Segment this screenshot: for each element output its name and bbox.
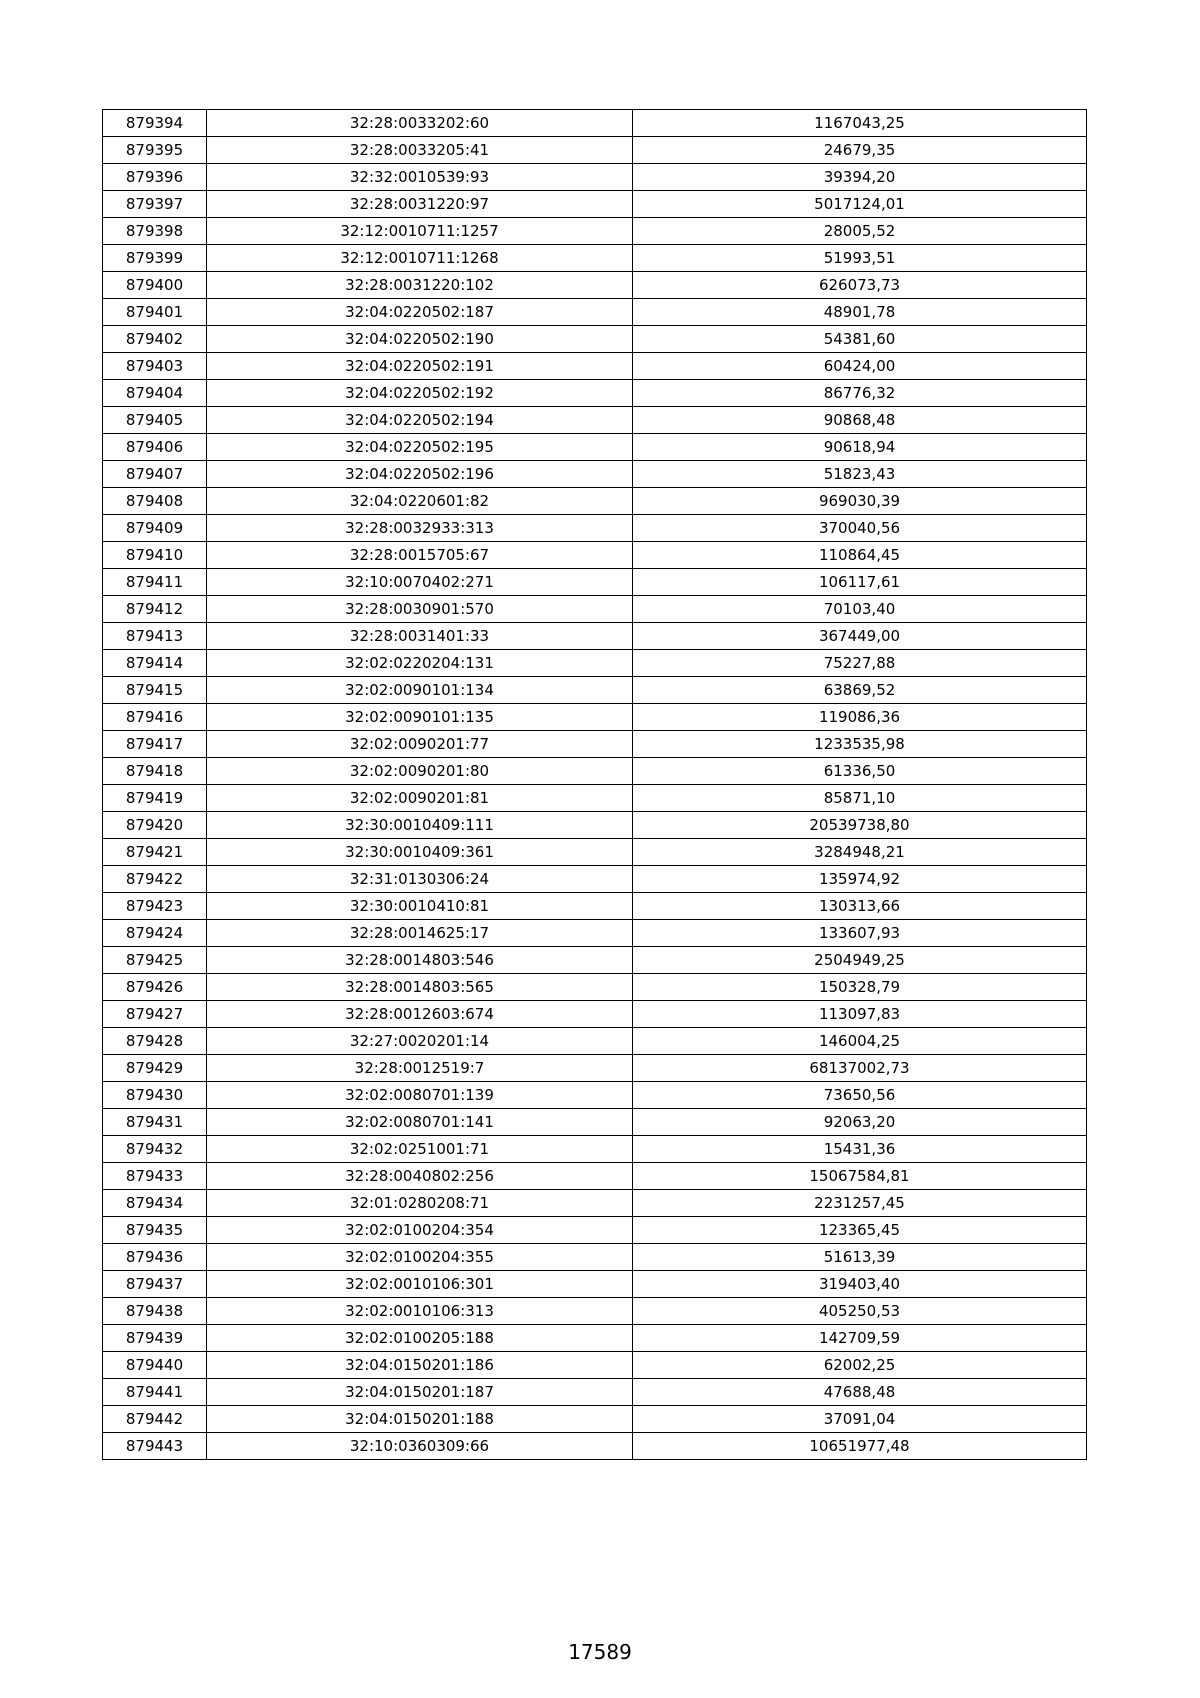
cadastral-number-cell: 32:28:0012519:7 bbox=[207, 1055, 633, 1082]
table-row bbox=[103, 542, 1087, 569]
table-row bbox=[103, 1028, 1087, 1055]
row-number-cell: 879397 bbox=[103, 191, 207, 218]
table-row bbox=[103, 596, 1087, 623]
table-row bbox=[103, 839, 1087, 866]
row-number-cell: 879417 bbox=[103, 731, 207, 758]
row-number-cell: 879436 bbox=[103, 1244, 207, 1271]
cadastral-number-cell: 32:04:0150201:186 bbox=[207, 1352, 633, 1379]
table-row bbox=[103, 164, 1087, 191]
row-number-cell: 879423 bbox=[103, 893, 207, 920]
row-number-cell: 879414 bbox=[103, 650, 207, 677]
cadastral-number-cell: 32:27:0020201:14 bbox=[207, 1028, 633, 1055]
table-row bbox=[103, 704, 1087, 731]
cadastral-value-cell: 85871,10 bbox=[633, 785, 1087, 812]
table-row bbox=[103, 353, 1087, 380]
cadastral-value-cell: 626073,73 bbox=[633, 272, 1087, 299]
table-row bbox=[103, 1217, 1087, 1244]
table-row bbox=[103, 920, 1087, 947]
row-number-cell: 879437 bbox=[103, 1271, 207, 1298]
cadastral-number-cell: 32:04:0220502:190 bbox=[207, 326, 633, 353]
row-number-cell: 879410 bbox=[103, 542, 207, 569]
table-row bbox=[103, 461, 1087, 488]
row-number-cell: 879425 bbox=[103, 947, 207, 974]
cadastral-number-cell: 32:28:0031220:102 bbox=[207, 272, 633, 299]
cadastral-value-cell: 75227,88 bbox=[633, 650, 1087, 677]
table-row bbox=[103, 272, 1087, 299]
table-row bbox=[103, 1055, 1087, 1082]
cadastral-number-cell: 32:28:0014625:17 bbox=[207, 920, 633, 947]
cadastral-value-cell: 86776,32 bbox=[633, 380, 1087, 407]
table-row bbox=[103, 110, 1087, 137]
row-number-cell: 879428 bbox=[103, 1028, 207, 1055]
cadastral-number-cell: 32:04:0150201:188 bbox=[207, 1406, 633, 1433]
table-row bbox=[103, 1163, 1087, 1190]
cadastral-value-cell: 1233535,98 bbox=[633, 731, 1087, 758]
row-number-cell: 879395 bbox=[103, 137, 207, 164]
table-row bbox=[103, 1082, 1087, 1109]
table-row bbox=[103, 650, 1087, 677]
cadastral-value-cell: 130313,66 bbox=[633, 893, 1087, 920]
cadastral-number-cell: 32:28:0031401:33 bbox=[207, 623, 633, 650]
row-number-cell: 879413 bbox=[103, 623, 207, 650]
cadastral-value-cell: 1167043,25 bbox=[633, 110, 1087, 137]
row-number-cell: 879415 bbox=[103, 677, 207, 704]
cadastral-value-cell: 133607,93 bbox=[633, 920, 1087, 947]
cadastral-number-cell: 32:28:0032933:313 bbox=[207, 515, 633, 542]
row-number-cell: 879438 bbox=[103, 1298, 207, 1325]
row-number-cell: 879396 bbox=[103, 164, 207, 191]
cadastral-value-cell: 142709,59 bbox=[633, 1325, 1087, 1352]
table-row bbox=[103, 893, 1087, 920]
table-row bbox=[103, 947, 1087, 974]
cadastral-value-cell: 92063,20 bbox=[633, 1109, 1087, 1136]
row-number-cell: 879420 bbox=[103, 812, 207, 839]
row-number-cell: 879409 bbox=[103, 515, 207, 542]
table-row bbox=[103, 488, 1087, 515]
cadastral-value-cell: 319403,40 bbox=[633, 1271, 1087, 1298]
table-row bbox=[103, 326, 1087, 353]
row-number-cell: 879433 bbox=[103, 1163, 207, 1190]
row-number-cell: 879419 bbox=[103, 785, 207, 812]
row-number-cell: 879407 bbox=[103, 461, 207, 488]
cadastral-number-cell: 32:02:0100205:188 bbox=[207, 1325, 633, 1352]
cadastral-number-cell: 32:28:0014803:546 bbox=[207, 947, 633, 974]
cadastral-value-cell: 48901,78 bbox=[633, 299, 1087, 326]
cadastral-number-cell: 32:30:0010409:111 bbox=[207, 812, 633, 839]
table-row bbox=[103, 380, 1087, 407]
cadastral-number-cell: 32:28:0030901:570 bbox=[207, 596, 633, 623]
table-row bbox=[103, 515, 1087, 542]
table-row bbox=[103, 1352, 1087, 1379]
row-number-cell: 879434 bbox=[103, 1190, 207, 1217]
cadastral-number-cell: 32:28:0031220:97 bbox=[207, 191, 633, 218]
cadastral-number-cell: 32:28:0033202:60 bbox=[207, 110, 633, 137]
row-number-cell: 879411 bbox=[103, 569, 207, 596]
row-number-cell: 879402 bbox=[103, 326, 207, 353]
table-row bbox=[103, 1298, 1087, 1325]
cadastral-value-cell: 119086,36 bbox=[633, 704, 1087, 731]
table-row bbox=[103, 1379, 1087, 1406]
row-number-cell: 879441 bbox=[103, 1379, 207, 1406]
cadastral-value-cell: 47688,48 bbox=[633, 1379, 1087, 1406]
table-row bbox=[103, 1001, 1087, 1028]
row-number-cell: 879399 bbox=[103, 245, 207, 272]
cadastral-number-cell: 32:04:0220502:187 bbox=[207, 299, 633, 326]
row-number-cell: 879442 bbox=[103, 1406, 207, 1433]
cadastral-value-cell: 90618,94 bbox=[633, 434, 1087, 461]
cadastral-number-cell: 32:12:0010711:1268 bbox=[207, 245, 633, 272]
row-number-cell: 879430 bbox=[103, 1082, 207, 1109]
row-number-cell: 879404 bbox=[103, 380, 207, 407]
cadastral-number-cell: 32:04:0220502:196 bbox=[207, 461, 633, 488]
cadastral-value-cell: 68137002,73 bbox=[633, 1055, 1087, 1082]
row-number-cell: 879401 bbox=[103, 299, 207, 326]
cadastral-value-cell: 10651977,48 bbox=[633, 1433, 1087, 1460]
table-row bbox=[103, 677, 1087, 704]
cadastral-value-cell: 5017124,01 bbox=[633, 191, 1087, 218]
cadastral-number-cell: 32:04:0220601:82 bbox=[207, 488, 633, 515]
cadastral-value-cell: 3284948,21 bbox=[633, 839, 1087, 866]
cadastral-value-cell: 405250,53 bbox=[633, 1298, 1087, 1325]
cadastral-value-cell: 63869,52 bbox=[633, 677, 1087, 704]
cadastral-number-cell: 32:02:0220204:131 bbox=[207, 650, 633, 677]
cadastral-value-cell: 70103,40 bbox=[633, 596, 1087, 623]
row-number-cell: 879427 bbox=[103, 1001, 207, 1028]
row-number-cell: 879422 bbox=[103, 866, 207, 893]
cadastral-number-cell: 32:28:0015705:67 bbox=[207, 542, 633, 569]
cadastral-value-cell: 51823,43 bbox=[633, 461, 1087, 488]
table-row bbox=[103, 974, 1087, 1001]
page-number: 17589 bbox=[568, 1640, 632, 1664]
cadastral-value-cell: 73650,56 bbox=[633, 1082, 1087, 1109]
table-row bbox=[103, 1109, 1087, 1136]
cadastral-value-cell: 146004,25 bbox=[633, 1028, 1087, 1055]
cadastral-number-cell: 32:32:0010539:93 bbox=[207, 164, 633, 191]
table-row bbox=[103, 785, 1087, 812]
cadastral-number-cell: 32:02:0100204:355 bbox=[207, 1244, 633, 1271]
table-row bbox=[103, 1244, 1087, 1271]
table-row bbox=[103, 1325, 1087, 1352]
cadastral-number-cell: 32:04:0220502:195 bbox=[207, 434, 633, 461]
cadastral-number-cell: 32:02:0090201:80 bbox=[207, 758, 633, 785]
row-number-cell: 879418 bbox=[103, 758, 207, 785]
cadastral-value-cell: 24679,35 bbox=[633, 137, 1087, 164]
row-number-cell: 879412 bbox=[103, 596, 207, 623]
row-number-cell: 879406 bbox=[103, 434, 207, 461]
cadastral-number-cell: 32:30:0010410:81 bbox=[207, 893, 633, 920]
cadastral-number-cell: 32:28:0033205:41 bbox=[207, 137, 633, 164]
cadastral-value-cell: 367449,00 bbox=[633, 623, 1087, 650]
table-row bbox=[103, 866, 1087, 893]
cadastral-value-cell: 106117,61 bbox=[633, 569, 1087, 596]
cadastral-number-cell: 32:12:0010711:1257 bbox=[207, 218, 633, 245]
cadastral-value-table bbox=[102, 109, 1087, 1460]
table-row bbox=[103, 1271, 1087, 1298]
table-row bbox=[103, 218, 1087, 245]
row-number-cell: 879424 bbox=[103, 920, 207, 947]
table-row bbox=[103, 299, 1087, 326]
table-row bbox=[103, 1433, 1087, 1460]
cadastral-value-cell: 15431,36 bbox=[633, 1136, 1087, 1163]
cadastral-number-cell: 32:30:0010409:361 bbox=[207, 839, 633, 866]
table-row bbox=[103, 137, 1087, 164]
cadastral-number-cell: 32:02:0010106:313 bbox=[207, 1298, 633, 1325]
row-number-cell: 879443 bbox=[103, 1433, 207, 1460]
row-number-cell: 879394 bbox=[103, 110, 207, 137]
cadastral-number-cell: 32:28:0014803:565 bbox=[207, 974, 633, 1001]
row-number-cell: 879435 bbox=[103, 1217, 207, 1244]
table-row bbox=[103, 434, 1087, 461]
table-row bbox=[103, 407, 1087, 434]
cadastral-value-cell: 15067584,81 bbox=[633, 1163, 1087, 1190]
cadastral-value-cell: 370040,56 bbox=[633, 515, 1087, 542]
row-number-cell: 879431 bbox=[103, 1109, 207, 1136]
cadastral-value-cell: 110864,45 bbox=[633, 542, 1087, 569]
row-number-cell: 879408 bbox=[103, 488, 207, 515]
cadastral-value-cell: 60424,00 bbox=[633, 353, 1087, 380]
cadastral-number-cell: 32:02:0090201:77 bbox=[207, 731, 633, 758]
cadastral-value-cell: 113097,83 bbox=[633, 1001, 1087, 1028]
cadastral-value-cell: 2231257,45 bbox=[633, 1190, 1087, 1217]
cadastral-value-cell: 28005,52 bbox=[633, 218, 1087, 245]
table-row bbox=[103, 1406, 1087, 1433]
cadastral-number-cell: 32:31:0130306:24 bbox=[207, 866, 633, 893]
cadastral-value-cell: 2504949,25 bbox=[633, 947, 1087, 974]
cadastral-value-cell: 51613,39 bbox=[633, 1244, 1087, 1271]
cadastral-number-cell: 32:02:0090101:134 bbox=[207, 677, 633, 704]
row-number-cell: 879439 bbox=[103, 1325, 207, 1352]
cadastral-value-cell: 39394,20 bbox=[633, 164, 1087, 191]
row-number-cell: 879429 bbox=[103, 1055, 207, 1082]
cadastral-value-cell: 123365,45 bbox=[633, 1217, 1087, 1244]
table-row bbox=[103, 1136, 1087, 1163]
table-row bbox=[103, 758, 1087, 785]
cadastral-number-cell: 32:02:0010106:301 bbox=[207, 1271, 633, 1298]
cadastral-value-cell: 62002,25 bbox=[633, 1352, 1087, 1379]
cadastral-value-cell: 150328,79 bbox=[633, 974, 1087, 1001]
table-row bbox=[103, 623, 1087, 650]
row-number-cell: 879426 bbox=[103, 974, 207, 1001]
cadastral-value-cell: 135974,92 bbox=[633, 866, 1087, 893]
table-row bbox=[103, 191, 1087, 218]
row-number-cell: 879398 bbox=[103, 218, 207, 245]
row-number-cell: 879416 bbox=[103, 704, 207, 731]
cadastral-value-cell: 54381,60 bbox=[633, 326, 1087, 353]
cadastral-number-cell: 32:28:0040802:256 bbox=[207, 1163, 633, 1190]
table-row bbox=[103, 812, 1087, 839]
cadastral-value-cell: 20539738,80 bbox=[633, 812, 1087, 839]
cadastral-number-cell: 32:04:0150201:187 bbox=[207, 1379, 633, 1406]
cadastral-number-cell: 32:10:0070402:271 bbox=[207, 569, 633, 596]
cadastral-number-cell: 32:04:0220502:191 bbox=[207, 353, 633, 380]
table-row bbox=[103, 1190, 1087, 1217]
cadastral-number-cell: 32:04:0220502:192 bbox=[207, 380, 633, 407]
table-row bbox=[103, 569, 1087, 596]
cadastral-number-cell: 32:02:0080701:141 bbox=[207, 1109, 633, 1136]
table-row bbox=[103, 731, 1087, 758]
cadastral-number-cell: 32:10:0360309:66 bbox=[207, 1433, 633, 1460]
cadastral-number-cell: 32:04:0220502:194 bbox=[207, 407, 633, 434]
cadastral-number-cell: 32:02:0251001:71 bbox=[207, 1136, 633, 1163]
table-body bbox=[103, 110, 1087, 1460]
row-number-cell: 879403 bbox=[103, 353, 207, 380]
cadastral-number-cell: 32:02:0100204:354 bbox=[207, 1217, 633, 1244]
cadastral-value-cell: 51993,51 bbox=[633, 245, 1087, 272]
cadastral-number-cell: 32:02:0080701:139 bbox=[207, 1082, 633, 1109]
cadastral-value-cell: 969030,39 bbox=[633, 488, 1087, 515]
row-number-cell: 879432 bbox=[103, 1136, 207, 1163]
row-number-cell: 879405 bbox=[103, 407, 207, 434]
cadastral-value-cell: 37091,04 bbox=[633, 1406, 1087, 1433]
cadastral-value-cell: 61336,50 bbox=[633, 758, 1087, 785]
cadastral-number-cell: 32:02:0090101:135 bbox=[207, 704, 633, 731]
cadastral-number-cell: 32:02:0090201:81 bbox=[207, 785, 633, 812]
cadastral-value-cell: 90868,48 bbox=[633, 407, 1087, 434]
row-number-cell: 879400 bbox=[103, 272, 207, 299]
table-row bbox=[103, 245, 1087, 272]
cadastral-number-cell: 32:01:0280208:71 bbox=[207, 1190, 633, 1217]
cadastral-number-cell: 32:28:0012603:674 bbox=[207, 1001, 633, 1028]
row-number-cell: 879421 bbox=[103, 839, 207, 866]
row-number-cell: 879440 bbox=[103, 1352, 207, 1379]
